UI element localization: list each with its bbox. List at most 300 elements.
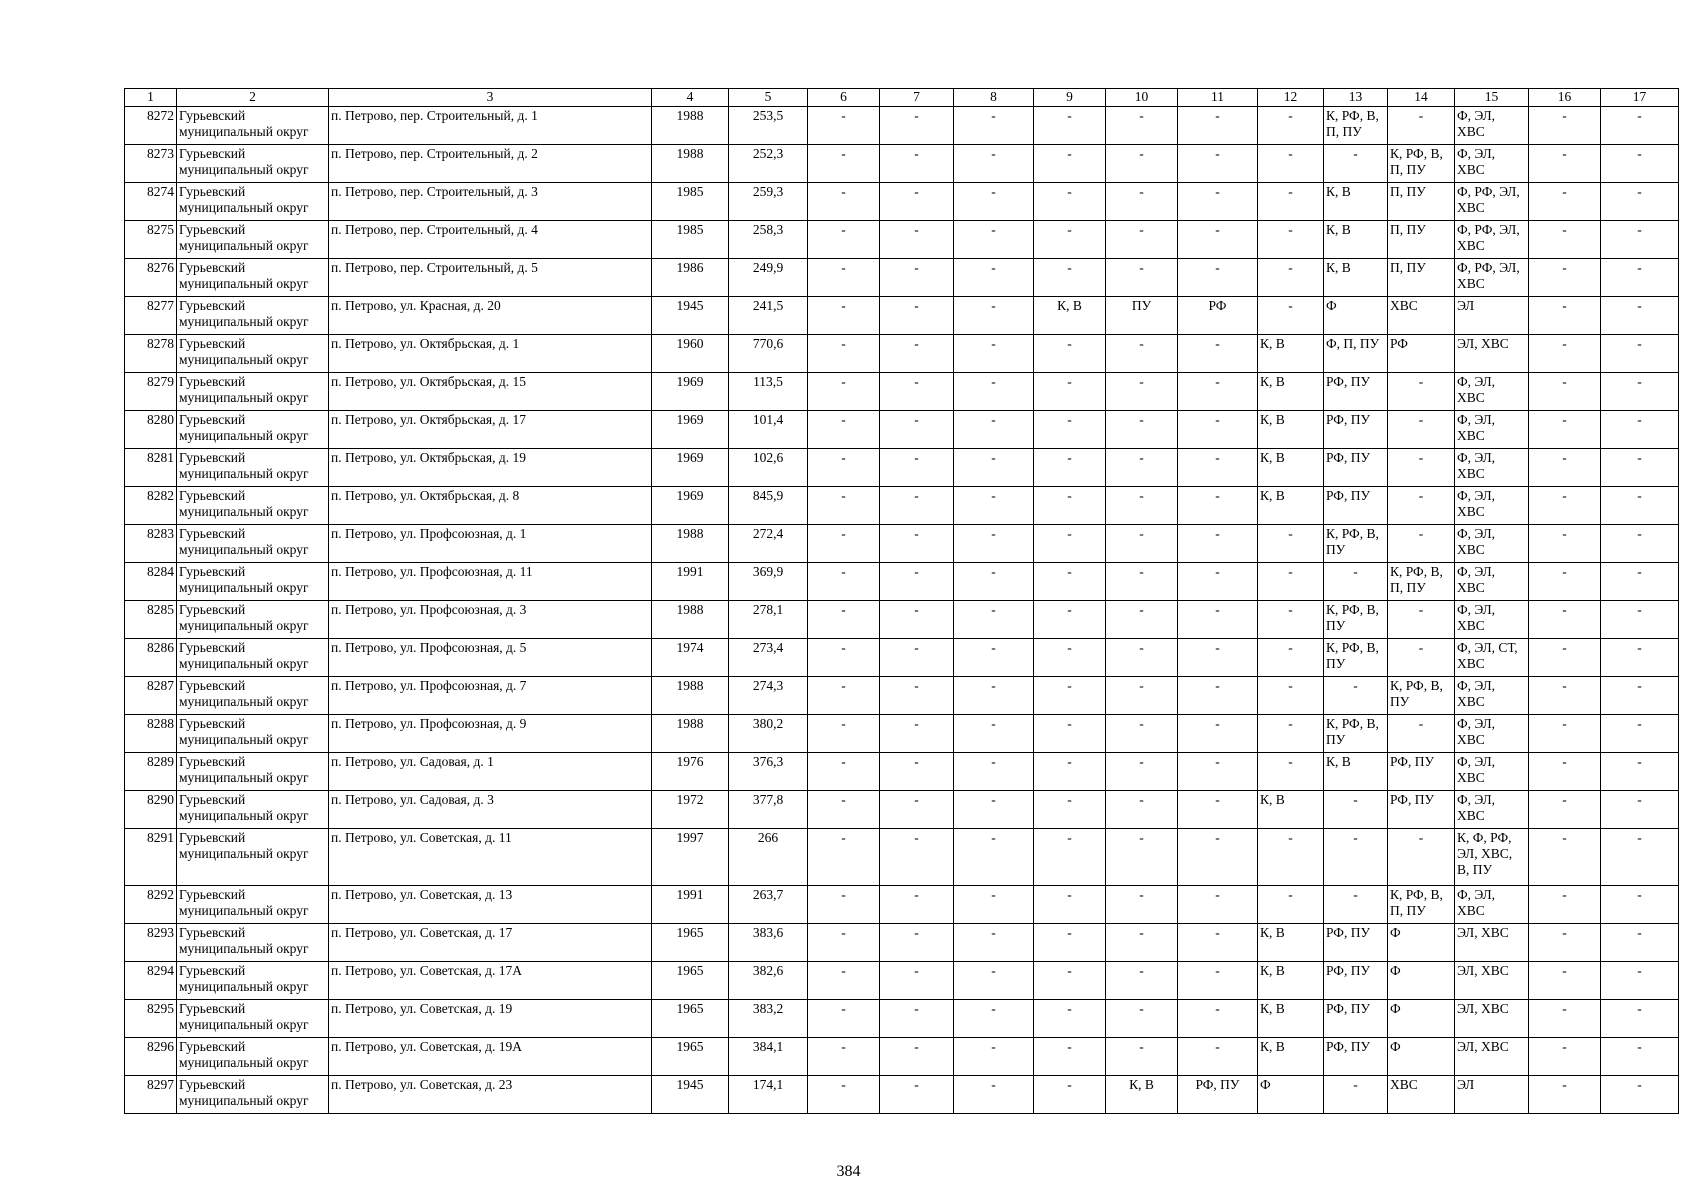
- cell-col-8: -: [954, 221, 1034, 259]
- cell-col-7: -: [880, 411, 954, 449]
- cell-col-12: -: [1258, 107, 1324, 145]
- cell-col-2: Гурьевский муниципальный округ: [177, 753, 329, 791]
- cell-col-4: 1969: [652, 449, 729, 487]
- cell-col-16: -: [1529, 1000, 1601, 1038]
- cell-col-4: 1976: [652, 753, 729, 791]
- table-row: [125, 1076, 1679, 1114]
- cell-col-7: -: [880, 525, 954, 563]
- cell-col-12: К, В: [1258, 335, 1324, 373]
- cell-col-6: -: [808, 924, 880, 962]
- cell-col-4: 1997: [652, 829, 729, 886]
- cell-col-6: -: [808, 411, 880, 449]
- cell-col-8: -: [954, 677, 1034, 715]
- cell-col-7: -: [880, 829, 954, 886]
- cell-col-5: 273,4: [729, 639, 808, 677]
- cell-col-3: п. Петрово, ул. Советская, д. 17: [329, 924, 652, 962]
- cell-col-2: Гурьевский муниципальный округ: [177, 563, 329, 601]
- table-row: [125, 715, 1679, 753]
- cell-col-16: -: [1529, 259, 1601, 297]
- cell-col-16: -: [1529, 1038, 1601, 1076]
- cell-col-10: -: [1106, 335, 1178, 373]
- cell-col-8: -: [954, 1076, 1034, 1114]
- cell-col-13: -: [1324, 886, 1388, 924]
- cell-col-14: РФ: [1388, 335, 1455, 373]
- cell-col-6: -: [808, 1038, 880, 1076]
- cell-col-9: -: [1034, 259, 1106, 297]
- cell-col-17: -: [1601, 563, 1679, 601]
- cell-col-9: -: [1034, 335, 1106, 373]
- cell-col-16: -: [1529, 753, 1601, 791]
- cell-col-13: РФ, ПУ: [1324, 449, 1388, 487]
- cell-col-2: Гурьевский муниципальный округ: [177, 107, 329, 145]
- cell-col-6: -: [808, 1000, 880, 1038]
- cell-col-15: Ф, ЭЛ, ХВС: [1455, 886, 1529, 924]
- cell-col-2: Гурьевский муниципальный округ: [177, 924, 329, 962]
- cell-col-17: -: [1601, 924, 1679, 962]
- cell-col-9: -: [1034, 829, 1106, 886]
- cell-col-6: -: [808, 183, 880, 221]
- cell-col-1: 8284: [125, 563, 177, 601]
- cell-col-17: -: [1601, 335, 1679, 373]
- cell-col-13: К, РФ, В, П, ПУ: [1324, 107, 1388, 145]
- cell-col-3: п. Петрово, ул. Октябрьская, д. 15: [329, 373, 652, 411]
- table-row: [125, 962, 1679, 1000]
- column-header-17: 17: [1601, 89, 1679, 107]
- cell-col-4: 1986: [652, 259, 729, 297]
- cell-col-13: К, РФ, В, ПУ: [1324, 525, 1388, 563]
- cell-col-5: 174,1: [729, 1076, 808, 1114]
- cell-col-15: Ф, РФ, ЭЛ, ХВС: [1455, 259, 1529, 297]
- cell-col-9: -: [1034, 924, 1106, 962]
- cell-col-7: -: [880, 335, 954, 373]
- cell-col-11: -: [1178, 1038, 1258, 1076]
- cell-col-5: 113,5: [729, 373, 808, 411]
- cell-col-15: ЭЛ, ХВС: [1455, 1000, 1529, 1038]
- cell-col-5: 102,6: [729, 449, 808, 487]
- cell-col-12: -: [1258, 677, 1324, 715]
- cell-col-8: -: [954, 449, 1034, 487]
- cell-col-3: п. Петрово, ул. Октябрьская, д. 19: [329, 449, 652, 487]
- cell-col-10: -: [1106, 449, 1178, 487]
- cell-col-10: -: [1106, 107, 1178, 145]
- cell-col-13: К, В: [1324, 753, 1388, 791]
- cell-col-13: К, РФ, В, ПУ: [1324, 639, 1388, 677]
- cell-col-17: -: [1601, 411, 1679, 449]
- cell-col-15: Ф, ЭЛ, ХВС: [1455, 753, 1529, 791]
- cell-col-12: К, В: [1258, 373, 1324, 411]
- cell-col-1: 8287: [125, 677, 177, 715]
- cell-col-12: -: [1258, 753, 1324, 791]
- cell-col-7: -: [880, 886, 954, 924]
- cell-col-10: К, В: [1106, 1076, 1178, 1114]
- cell-col-2: Гурьевский муниципальный округ: [177, 297, 329, 335]
- cell-col-12: К, В: [1258, 924, 1324, 962]
- cell-col-10: -: [1106, 886, 1178, 924]
- cell-col-2: Гурьевский муниципальный округ: [177, 886, 329, 924]
- table-row: [125, 221, 1679, 259]
- table-row: [125, 677, 1679, 715]
- cell-col-10: -: [1106, 791, 1178, 829]
- table-row: [125, 924, 1679, 962]
- cell-col-1: 8294: [125, 962, 177, 1000]
- cell-col-4: 1972: [652, 791, 729, 829]
- cell-col-6: -: [808, 753, 880, 791]
- cell-col-16: -: [1529, 297, 1601, 335]
- cell-col-17: -: [1601, 183, 1679, 221]
- table-row: [125, 886, 1679, 924]
- cell-col-2: Гурьевский муниципальный округ: [177, 335, 329, 373]
- cell-col-14: -: [1388, 449, 1455, 487]
- cell-col-4: 1969: [652, 411, 729, 449]
- cell-col-11: РФ, ПУ: [1178, 1076, 1258, 1114]
- cell-col-12: -: [1258, 221, 1324, 259]
- housing-register-table: [124, 88, 1679, 1114]
- cell-col-6: -: [808, 601, 880, 639]
- cell-col-9: -: [1034, 886, 1106, 924]
- cell-col-9: -: [1034, 962, 1106, 1000]
- cell-col-17: -: [1601, 297, 1679, 335]
- column-header-10: 10: [1106, 89, 1178, 107]
- cell-col-17: -: [1601, 525, 1679, 563]
- cell-col-6: -: [808, 715, 880, 753]
- table-row: [125, 487, 1679, 525]
- cell-col-12: -: [1258, 715, 1324, 753]
- cell-col-6: -: [808, 221, 880, 259]
- cell-col-9: -: [1034, 791, 1106, 829]
- cell-col-5: 241,5: [729, 297, 808, 335]
- cell-col-1: 8281: [125, 449, 177, 487]
- cell-col-5: 274,3: [729, 677, 808, 715]
- cell-col-14: К, РФ, В, ПУ: [1388, 677, 1455, 715]
- cell-col-11: РФ: [1178, 297, 1258, 335]
- cell-col-3: п. Петрово, ул. Советская, д. 23: [329, 1076, 652, 1114]
- cell-col-16: -: [1529, 487, 1601, 525]
- cell-col-1: 8296: [125, 1038, 177, 1076]
- cell-col-17: -: [1601, 1076, 1679, 1114]
- cell-col-14: -: [1388, 829, 1455, 886]
- cell-col-14: Ф: [1388, 1038, 1455, 1076]
- cell-col-16: -: [1529, 715, 1601, 753]
- cell-col-3: п. Петрово, ул. Советская, д. 19А: [329, 1038, 652, 1076]
- cell-col-8: -: [954, 639, 1034, 677]
- column-header-4: 4: [652, 89, 729, 107]
- cell-col-8: -: [954, 601, 1034, 639]
- cell-col-10: -: [1106, 487, 1178, 525]
- cell-col-7: -: [880, 715, 954, 753]
- cell-col-9: -: [1034, 449, 1106, 487]
- cell-col-13: -: [1324, 829, 1388, 886]
- cell-col-3: п. Петрово, пер. Строительный, д. 5: [329, 259, 652, 297]
- cell-col-15: Ф, РФ, ЭЛ, ХВС: [1455, 183, 1529, 221]
- cell-col-4: 1974: [652, 639, 729, 677]
- cell-col-3: п. Петрово, ул. Советская, д. 19: [329, 1000, 652, 1038]
- cell-col-4: 1988: [652, 145, 729, 183]
- column-header-9: 9: [1034, 89, 1106, 107]
- cell-col-7: -: [880, 487, 954, 525]
- cell-col-2: Гурьевский муниципальный округ: [177, 525, 329, 563]
- cell-col-14: -: [1388, 487, 1455, 525]
- cell-col-4: 1985: [652, 221, 729, 259]
- cell-col-13: Ф, П, ПУ: [1324, 335, 1388, 373]
- cell-col-13: РФ, ПУ: [1324, 411, 1388, 449]
- cell-col-14: -: [1388, 373, 1455, 411]
- cell-col-7: -: [880, 259, 954, 297]
- cell-col-11: -: [1178, 924, 1258, 962]
- cell-col-1: 8291: [125, 829, 177, 886]
- cell-col-1: 8293: [125, 924, 177, 962]
- cell-col-16: -: [1529, 335, 1601, 373]
- cell-col-1: 8275: [125, 221, 177, 259]
- cell-col-11: -: [1178, 259, 1258, 297]
- cell-col-16: -: [1529, 1076, 1601, 1114]
- cell-col-16: -: [1529, 677, 1601, 715]
- table-row: [125, 563, 1679, 601]
- cell-col-15: Ф, ЭЛ, СТ, ХВС: [1455, 639, 1529, 677]
- cell-col-1: 8273: [125, 145, 177, 183]
- cell-col-3: п. Петрово, ул. Садовая, д. 1: [329, 753, 652, 791]
- cell-col-1: 8283: [125, 525, 177, 563]
- table-row: [125, 107, 1679, 145]
- cell-col-1: 8274: [125, 183, 177, 221]
- cell-col-10: -: [1106, 183, 1178, 221]
- cell-col-7: -: [880, 601, 954, 639]
- cell-col-16: -: [1529, 563, 1601, 601]
- cell-col-1: 8295: [125, 1000, 177, 1038]
- cell-col-15: ЭЛ: [1455, 1076, 1529, 1114]
- cell-col-13: РФ, ПУ: [1324, 962, 1388, 1000]
- cell-col-6: -: [808, 107, 880, 145]
- cell-col-11: -: [1178, 449, 1258, 487]
- cell-col-12: К, В: [1258, 487, 1324, 525]
- cell-col-4: 1965: [652, 924, 729, 962]
- cell-col-16: -: [1529, 183, 1601, 221]
- cell-col-1: 8290: [125, 791, 177, 829]
- cell-col-5: 272,4: [729, 525, 808, 563]
- cell-col-10: -: [1106, 677, 1178, 715]
- cell-col-9: -: [1034, 601, 1106, 639]
- cell-col-10: -: [1106, 639, 1178, 677]
- cell-col-2: Гурьевский муниципальный округ: [177, 639, 329, 677]
- cell-col-8: -: [954, 962, 1034, 1000]
- cell-col-3: п. Петрово, пер. Строительный, д. 3: [329, 183, 652, 221]
- cell-col-8: -: [954, 335, 1034, 373]
- cell-col-11: -: [1178, 715, 1258, 753]
- cell-col-17: -: [1601, 601, 1679, 639]
- cell-col-5: 770,6: [729, 335, 808, 373]
- cell-col-3: п. Петрово, ул. Красная, д. 20: [329, 297, 652, 335]
- cell-col-4: 1965: [652, 1038, 729, 1076]
- cell-col-2: Гурьевский муниципальный округ: [177, 1038, 329, 1076]
- cell-col-14: РФ, ПУ: [1388, 753, 1455, 791]
- cell-col-12: К, В: [1258, 411, 1324, 449]
- cell-col-9: -: [1034, 1076, 1106, 1114]
- cell-col-4: 1991: [652, 563, 729, 601]
- cell-col-12: К, В: [1258, 791, 1324, 829]
- cell-col-3: п. Петрово, ул. Советская, д. 13: [329, 886, 652, 924]
- cell-col-13: -: [1324, 791, 1388, 829]
- cell-col-3: п. Петрово, ул. Профсоюзная, д. 1: [329, 525, 652, 563]
- cell-col-3: п. Петрово, ул. Садовая, д. 3: [329, 791, 652, 829]
- cell-col-9: -: [1034, 525, 1106, 563]
- cell-col-3: п. Петрово, пер. Строительный, д. 4: [329, 221, 652, 259]
- cell-col-16: -: [1529, 639, 1601, 677]
- cell-col-15: Ф, ЭЛ, ХВС: [1455, 449, 1529, 487]
- cell-col-13: К, В: [1324, 259, 1388, 297]
- cell-col-14: -: [1388, 601, 1455, 639]
- cell-col-12: -: [1258, 183, 1324, 221]
- cell-col-17: -: [1601, 145, 1679, 183]
- cell-col-11: -: [1178, 1000, 1258, 1038]
- cell-col-6: -: [808, 449, 880, 487]
- column-header-15: 15: [1455, 89, 1529, 107]
- cell-col-2: Гурьевский муниципальный округ: [177, 449, 329, 487]
- cell-col-4: 1945: [652, 297, 729, 335]
- cell-col-5: 376,3: [729, 753, 808, 791]
- cell-col-16: -: [1529, 221, 1601, 259]
- table-row: [125, 525, 1679, 563]
- cell-col-5: 252,3: [729, 145, 808, 183]
- table-row: [125, 829, 1679, 886]
- cell-col-13: К, РФ, В, ПУ: [1324, 601, 1388, 639]
- cell-col-14: П, ПУ: [1388, 259, 1455, 297]
- cell-col-12: -: [1258, 563, 1324, 601]
- cell-col-1: 8272: [125, 107, 177, 145]
- cell-col-7: -: [880, 1000, 954, 1038]
- cell-col-2: Гурьевский муниципальный округ: [177, 1000, 329, 1038]
- cell-col-2: Гурьевский муниципальный округ: [177, 1076, 329, 1114]
- cell-col-14: П, ПУ: [1388, 221, 1455, 259]
- cell-col-12: -: [1258, 886, 1324, 924]
- cell-col-8: -: [954, 525, 1034, 563]
- cell-col-16: -: [1529, 373, 1601, 411]
- cell-col-3: п. Петрово, ул. Профсоюзная, д. 7: [329, 677, 652, 715]
- cell-col-11: -: [1178, 487, 1258, 525]
- cell-col-10: -: [1106, 1000, 1178, 1038]
- cell-col-13: РФ, ПУ: [1324, 1000, 1388, 1038]
- cell-col-15: Ф, ЭЛ, ХВС: [1455, 563, 1529, 601]
- cell-col-13: Ф: [1324, 297, 1388, 335]
- cell-col-17: -: [1601, 715, 1679, 753]
- cell-col-16: -: [1529, 601, 1601, 639]
- cell-col-5: 253,5: [729, 107, 808, 145]
- table-body: [125, 107, 1679, 1114]
- cell-col-14: К, РФ, В, П, ПУ: [1388, 145, 1455, 183]
- cell-col-14: Ф: [1388, 962, 1455, 1000]
- cell-col-3: п. Петрово, ул. Профсоюзная, д. 9: [329, 715, 652, 753]
- cell-col-7: -: [880, 1038, 954, 1076]
- cell-col-17: -: [1601, 753, 1679, 791]
- cell-col-5: 263,7: [729, 886, 808, 924]
- cell-col-5: 845,9: [729, 487, 808, 525]
- cell-col-12: -: [1258, 829, 1324, 886]
- column-header-8: 8: [954, 89, 1034, 107]
- cell-col-7: -: [880, 639, 954, 677]
- cell-col-14: П, ПУ: [1388, 183, 1455, 221]
- cell-col-5: 369,9: [729, 563, 808, 601]
- cell-col-2: Гурьевский муниципальный округ: [177, 145, 329, 183]
- cell-col-3: п. Петрово, ул. Профсоюзная, д. 11: [329, 563, 652, 601]
- cell-col-16: -: [1529, 411, 1601, 449]
- cell-col-4: 1988: [652, 677, 729, 715]
- cell-col-2: Гурьевский муниципальный округ: [177, 677, 329, 715]
- cell-col-10: ПУ: [1106, 297, 1178, 335]
- cell-col-4: 1988: [652, 525, 729, 563]
- cell-col-8: -: [954, 924, 1034, 962]
- cell-col-15: Ф, ЭЛ, ХВС: [1455, 715, 1529, 753]
- cell-col-10: -: [1106, 221, 1178, 259]
- cell-col-11: -: [1178, 373, 1258, 411]
- table-row: [125, 145, 1679, 183]
- cell-col-9: -: [1034, 487, 1106, 525]
- cell-col-1: 8285: [125, 601, 177, 639]
- table-row: [125, 411, 1679, 449]
- cell-col-12: Ф: [1258, 1076, 1324, 1114]
- table-row: [125, 1000, 1679, 1038]
- cell-col-1: 8282: [125, 487, 177, 525]
- column-number-header: [125, 89, 1679, 107]
- cell-col-15: Ф, ЭЛ, ХВС: [1455, 107, 1529, 145]
- column-header-13: 13: [1324, 89, 1388, 107]
- column-header-11: 11: [1178, 89, 1258, 107]
- cell-col-3: п. Петрово, ул. Октябрьская, д. 17: [329, 411, 652, 449]
- table-row: [125, 335, 1679, 373]
- cell-col-17: -: [1601, 221, 1679, 259]
- cell-col-8: -: [954, 373, 1034, 411]
- cell-col-6: -: [808, 259, 880, 297]
- cell-col-10: -: [1106, 962, 1178, 1000]
- cell-col-17: -: [1601, 449, 1679, 487]
- cell-col-13: РФ, ПУ: [1324, 487, 1388, 525]
- cell-col-9: -: [1034, 411, 1106, 449]
- cell-col-4: 1960: [652, 335, 729, 373]
- cell-col-12: К, В: [1258, 1038, 1324, 1076]
- cell-col-12: -: [1258, 639, 1324, 677]
- cell-col-13: -: [1324, 1076, 1388, 1114]
- cell-col-8: -: [954, 183, 1034, 221]
- cell-col-15: Ф, ЭЛ, ХВС: [1455, 791, 1529, 829]
- table-row: [125, 601, 1679, 639]
- cell-col-11: -: [1178, 335, 1258, 373]
- cell-col-1: 8297: [125, 1076, 177, 1114]
- cell-col-9: -: [1034, 107, 1106, 145]
- cell-col-17: -: [1601, 677, 1679, 715]
- cell-col-2: Гурьевский муниципальный округ: [177, 487, 329, 525]
- cell-col-5: 377,8: [729, 791, 808, 829]
- column-header-12: 12: [1258, 89, 1324, 107]
- cell-col-5: 380,2: [729, 715, 808, 753]
- cell-col-12: -: [1258, 601, 1324, 639]
- table-row: [125, 183, 1679, 221]
- cell-col-8: -: [954, 1000, 1034, 1038]
- cell-col-9: -: [1034, 563, 1106, 601]
- cell-col-15: ЭЛ, ХВС: [1455, 335, 1529, 373]
- cell-col-6: -: [808, 525, 880, 563]
- cell-col-1: 8286: [125, 639, 177, 677]
- cell-col-11: -: [1178, 886, 1258, 924]
- cell-col-15: ЭЛ, ХВС: [1455, 924, 1529, 962]
- cell-col-16: -: [1529, 829, 1601, 886]
- column-header-5: 5: [729, 89, 808, 107]
- cell-col-4: 1969: [652, 487, 729, 525]
- cell-col-5: 383,6: [729, 924, 808, 962]
- table-row: [125, 1038, 1679, 1076]
- cell-col-15: К, Ф, РФ, ЭЛ, ХВС, В, ПУ: [1455, 829, 1529, 886]
- cell-col-15: Ф, ЭЛ, ХВС: [1455, 525, 1529, 563]
- cell-col-10: -: [1106, 753, 1178, 791]
- cell-col-8: -: [954, 411, 1034, 449]
- cell-col-17: -: [1601, 962, 1679, 1000]
- cell-col-6: -: [808, 373, 880, 411]
